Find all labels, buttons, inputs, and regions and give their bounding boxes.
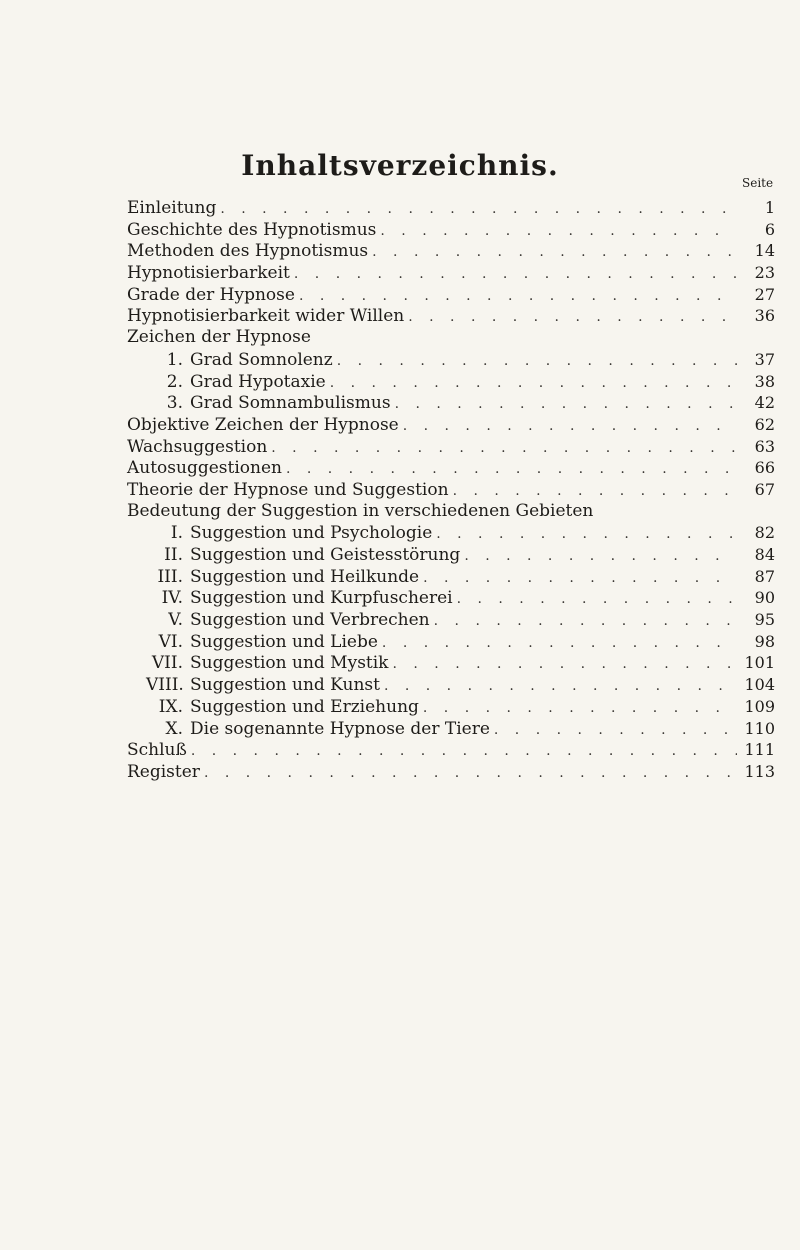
toc-leader-dots xyxy=(457,589,737,611)
toc-entry xyxy=(127,197,775,219)
toc-leader-dots xyxy=(423,698,737,720)
toc-entry-number: III. xyxy=(157,566,183,587)
toc-entry-title: Grad Hypotaxie xyxy=(190,371,326,392)
toc-leader-dots xyxy=(393,654,738,676)
toc-entry-page-number: 90 xyxy=(754,588,775,608)
toc-entry xyxy=(127,761,775,783)
toc-entry-title: Objektive Zeichen der Hypnose xyxy=(127,414,399,435)
toc-leader-dots xyxy=(384,676,737,698)
toc-entry xyxy=(127,609,775,631)
toc-entry-title: Suggestion und Erziehung xyxy=(190,696,419,717)
toc-leader-dots xyxy=(271,438,737,460)
toc-entry-page-number: 14 xyxy=(754,241,775,261)
toc-entry xyxy=(127,349,775,371)
toc-entry xyxy=(127,262,775,284)
toc-entry-number: X. xyxy=(165,718,183,739)
toc-leader-dots xyxy=(220,199,737,221)
toc-entry-title: Autosuggestionen xyxy=(127,458,282,479)
toc-entry xyxy=(127,501,775,523)
toc-entry-title: Schluß xyxy=(127,740,187,761)
toc-entry-title: Geschichte des Hypnotismus xyxy=(127,219,377,240)
toc-entry xyxy=(127,566,775,588)
toc-leader-dots xyxy=(372,242,737,264)
toc-leader-dots xyxy=(434,611,737,633)
toc-entry-title: Bedeutung der Suggestion in verschiedenen Gebieten xyxy=(127,500,594,521)
toc-entry xyxy=(127,240,775,262)
toc-entry xyxy=(127,718,775,740)
toc-entry-title: Grad Somnolenz xyxy=(190,349,333,370)
toc-leader-dots xyxy=(408,307,737,329)
toc-leader-dots xyxy=(403,416,737,438)
toc-entry-page-number: 27 xyxy=(754,284,775,304)
toc-entry-page-number: 101 xyxy=(744,653,775,673)
toc-entry-number: VI. xyxy=(158,631,183,652)
page-column-label: Seite xyxy=(742,176,774,190)
toc-entry-page-number: 95 xyxy=(754,610,775,630)
toc-leader-dots xyxy=(380,221,737,243)
toc-entry-title: Suggestion und Mystik xyxy=(190,653,389,674)
toc-entry-number: 2. xyxy=(166,371,183,392)
toc-entry-title: Die sogenannte Hypnose der Tiere xyxy=(190,718,490,739)
toc-entry-page-number: 6 xyxy=(764,219,775,239)
toc-entry-title: Suggestion und Verbrechen xyxy=(190,610,430,631)
toc-entry-page-number: 87 xyxy=(754,566,775,586)
toc-entry xyxy=(127,544,775,566)
toc-entry-title: Theorie der Hypnose und Suggestion xyxy=(127,479,449,500)
toc-entry-page-number: 84 xyxy=(754,545,775,564)
page-title: Inhaltsverzeichnis. xyxy=(241,149,559,182)
toc-entry-title: Grade der Hypnose xyxy=(127,284,295,305)
toc-entry xyxy=(127,522,775,544)
toc-leader-dots xyxy=(286,459,737,481)
toc-entry-title: Suggestion und Heilkunde xyxy=(190,566,420,587)
toc-leader-dots xyxy=(191,741,737,763)
toc-entry-page-number: 38 xyxy=(754,371,775,391)
toc-entry-page-number: 63 xyxy=(754,436,775,456)
toc-entry-number: I. xyxy=(170,523,183,544)
toc-entry-page-number: 62 xyxy=(754,414,775,434)
toc-entry xyxy=(127,371,775,393)
toc-leader-dots xyxy=(494,720,737,742)
toc-entry xyxy=(127,436,775,458)
toc-entry-title: Hypnotisierbarkeit wider Willen xyxy=(127,306,405,327)
toc-entry xyxy=(127,696,775,718)
toc-entry xyxy=(127,219,775,241)
toc-entry-page-number: 98 xyxy=(754,631,775,651)
toc-entry xyxy=(127,587,775,609)
toc-entry-number: V. xyxy=(168,610,183,631)
toc-leader-dots xyxy=(464,546,737,568)
toc-leader-dots xyxy=(382,633,737,655)
toc-entry xyxy=(127,327,775,349)
toc-entry xyxy=(127,392,775,414)
toc-entry xyxy=(127,457,775,479)
toc-entry-title: Suggestion und Liebe xyxy=(190,631,378,652)
toc-entry xyxy=(127,414,775,436)
toc-entry-title: Methoden des Hypnotismus xyxy=(127,241,369,262)
toc-entry-page-number: 23 xyxy=(754,263,775,283)
toc-leader-dots xyxy=(294,264,737,286)
toc-entry-title: Suggestion und Psychologie xyxy=(190,523,433,544)
toc-entry-page-number: 42 xyxy=(754,393,775,413)
toc-entry-page-number: 1 xyxy=(764,198,775,217)
toc-entry-number: 1. xyxy=(166,349,183,370)
toc-entry xyxy=(127,631,775,653)
toc-leader-dots xyxy=(337,351,737,373)
toc-leader-dots xyxy=(453,481,737,503)
toc-entry-page-number: 67 xyxy=(754,479,775,499)
toc-entry-page-number: 37 xyxy=(754,349,775,369)
toc-entry-number: 3. xyxy=(166,393,183,414)
toc-entry-page-number: 82 xyxy=(754,523,775,543)
toc-entry-number: IV. xyxy=(161,588,183,609)
toc-entry-page-number: 111 xyxy=(744,740,775,760)
toc-entry-page-number: 110 xyxy=(744,718,775,738)
toc-entry xyxy=(127,479,775,501)
toc-entry-title: Register xyxy=(127,761,200,782)
toc-entry-title: Zeichen der Hypnose xyxy=(127,327,311,348)
toc-leader-dots xyxy=(436,524,737,546)
toc-entry-page-number: 113 xyxy=(744,761,775,781)
toc-entry-number: IX. xyxy=(158,696,183,717)
toc-entry-title: Einleitung xyxy=(127,198,217,218)
toc-entry xyxy=(127,305,775,327)
toc-entry-title: Grad Somnambulismus xyxy=(190,393,391,414)
toc-entry-number: VIII. xyxy=(146,675,184,696)
toc-entry-title: Hypnotisierbarkeit xyxy=(127,263,290,284)
toc-leader-dots xyxy=(204,763,737,785)
toc-entry xyxy=(127,674,775,696)
toc-leader-dots xyxy=(330,373,737,395)
toc-entry xyxy=(127,739,775,761)
toc-leader-dots xyxy=(423,568,737,590)
toc-entry-page-number: 36 xyxy=(754,306,775,326)
toc-entry-page-number: 66 xyxy=(754,458,775,478)
toc-entry-number: II. xyxy=(164,545,183,565)
toc-entry-page-number: 109 xyxy=(744,696,775,716)
toc-entry-title: Suggestion und Geistesstörung xyxy=(190,545,461,565)
table-of-contents xyxy=(127,197,775,783)
toc-entry xyxy=(127,652,775,674)
toc-entry-number: VII. xyxy=(151,653,183,674)
toc-leader-dots xyxy=(299,286,737,308)
toc-entry-title: Wachsuggestion xyxy=(127,436,268,457)
toc-entry-title: Suggestion und Kurpfuscherei xyxy=(190,588,453,609)
toc-entry-page-number: 104 xyxy=(744,675,775,695)
toc-entry-title: Suggestion und Kunst xyxy=(190,675,380,696)
toc-entry xyxy=(127,284,775,306)
toc-leader-dots xyxy=(395,394,737,416)
